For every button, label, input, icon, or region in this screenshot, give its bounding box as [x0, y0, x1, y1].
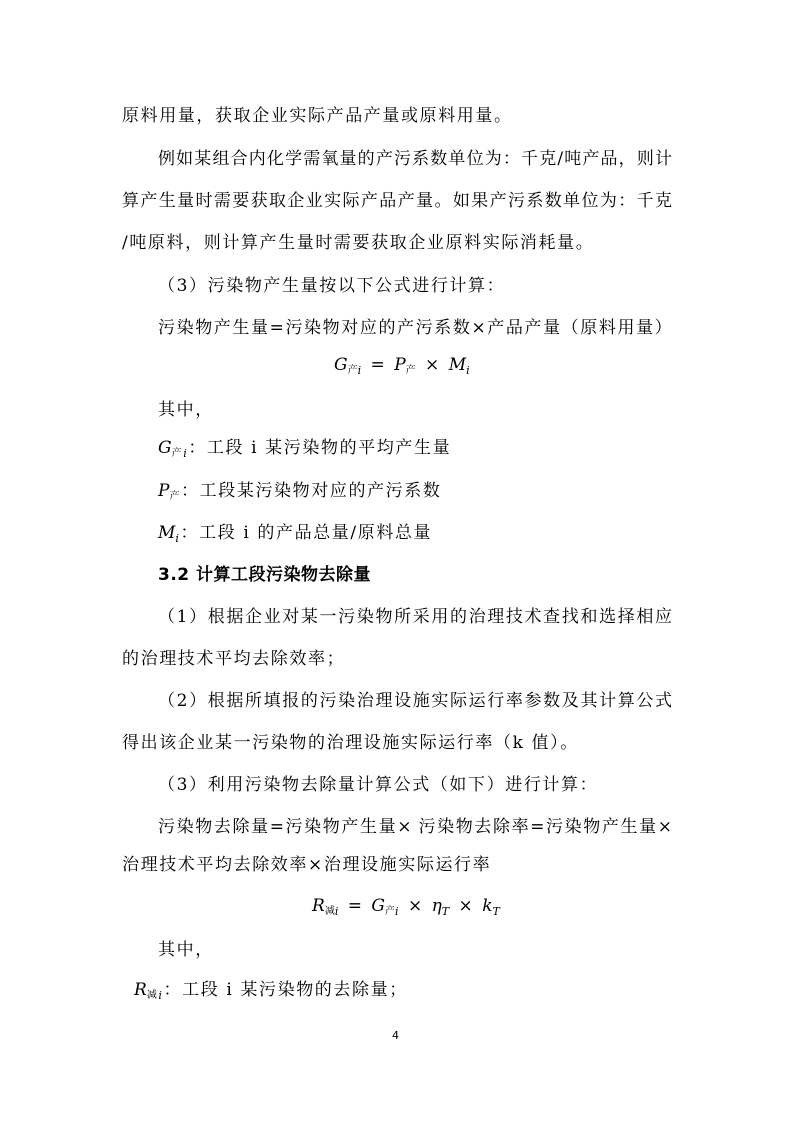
page-number: 4 [392, 1029, 399, 1042]
def-text: ：工段某污染物对应的产污系数 [181, 481, 442, 501]
text-line: （3）利用污染物去除量计算公式（如下）进行计算： [158, 775, 599, 795]
definition-p [158, 479, 441, 509]
text-line: 治理技术平均去除效率×治理设施实际运行率 [122, 855, 492, 875]
eq-times: × [407, 896, 423, 916]
eq-symbol-p: P [394, 355, 406, 375]
eq-symbol-k: k [482, 896, 493, 916]
eq-times: × [458, 896, 473, 916]
eq-sub-chan: 产 [385, 906, 395, 917]
eq-symbol-g: G [334, 355, 348, 375]
text-line: 得出该企业某一污染物的治理设施实际运行率（k 值）。 [122, 733, 579, 753]
def-sub-i: i [183, 447, 189, 460]
definition-r [134, 978, 408, 1008]
equation-removal [312, 893, 500, 925]
text-line: 其中， [158, 400, 214, 420]
eq-sub-chan: 产 [405, 365, 416, 376]
def-text: ：工段 i 的产品总量/原料总量 [180, 523, 433, 543]
text-line: 污染物去除量=污染物产生量× 污染物去除率=污染物产生量× [158, 817, 672, 837]
def-sub-i: i [175, 532, 181, 545]
eq-times: × [425, 355, 440, 375]
def-text: ：工段 i 某污染物的平均产生量 [188, 438, 452, 458]
def-sub-chan: 产 [171, 448, 184, 459]
text-line: （1）根据企业对某一污染物所采用的治理技术查找和选择相应 [158, 607, 672, 627]
text-line: 原料用量，获取企业实际产品产量或原料用量。 [122, 106, 513, 126]
eq-symbol-eta: η [431, 896, 442, 916]
text-line: 例如某组合内化学需氧量的产污系数单位为：千克/吨产品，则计 [158, 149, 672, 169]
text-line: 算产生量时需要获取企业实际产品产量。如果产污系数单位为：千克 [122, 191, 672, 211]
text-line: 其中， [158, 940, 214, 960]
eq-sub-t: T [492, 905, 500, 918]
text-line: 的治理技术平均去除效率； [122, 649, 346, 669]
text-line: /吨原料，则计算产生量时需要获取企业原料实际消耗量。 [122, 233, 595, 253]
def-text: ：工段 i 某污染物的去除量； [163, 980, 408, 1000]
text-line: （3）污染物产生量按以下公式进行计算： [158, 276, 506, 296]
eq-equals: = [347, 896, 362, 916]
eq-sub-i: i [334, 905, 339, 918]
def-symbol-r: R [134, 980, 147, 1000]
eq-sub-jian: 减 [324, 906, 335, 917]
eq-symbol-m: M [448, 355, 467, 375]
eq-sub-i: i [395, 905, 399, 918]
eq-sub-i: i [357, 364, 362, 377]
eq-sub-i: i [466, 364, 470, 377]
text-line: （2）根据所填报的污染治理设施实际运行率参数及其计算公式 [158, 691, 672, 711]
text-line: 污染物产生量=污染物对应的产污系数×产品产量（原料用量） [158, 318, 674, 338]
eq-equals: = [370, 355, 385, 375]
def-symbol-m: M [158, 523, 176, 543]
def-symbol-p: P [158, 481, 170, 501]
eq-sub-chan: 产 [347, 365, 358, 376]
def-sub-i: i [158, 989, 164, 1002]
def-sub-jian: 减 [146, 990, 159, 1001]
section-heading: 3.2 计算工段污染物去除量 [158, 565, 372, 585]
def-sub-chan: 产 [169, 491, 182, 502]
def-symbol-g: G [158, 438, 172, 458]
eq-symbol-r: R [312, 896, 325, 916]
equation-generation [334, 352, 470, 384]
definition-m [158, 521, 432, 551]
eq-symbol-g: G [371, 896, 385, 916]
eq-sub-t: T [441, 905, 450, 918]
definition-g [158, 436, 451, 466]
